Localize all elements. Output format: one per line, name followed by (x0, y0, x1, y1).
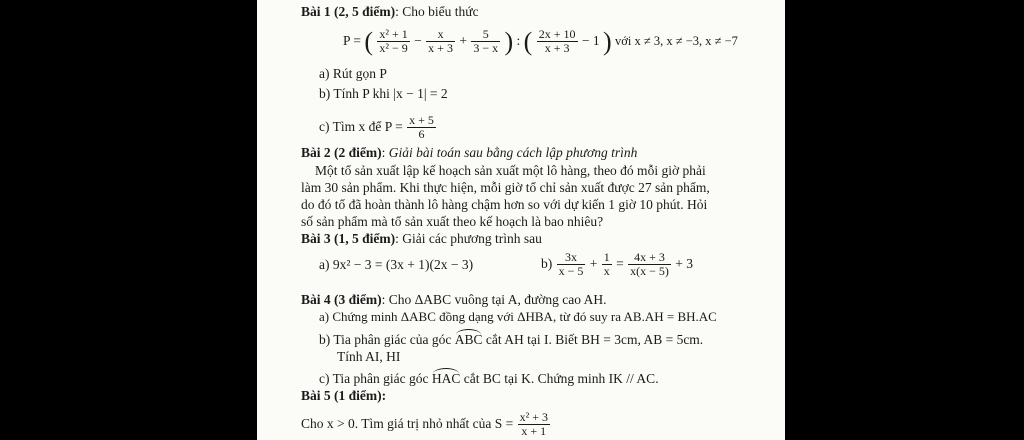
bai3-b-plus: + (589, 256, 598, 271)
bai1-a: a) Rút gọn P (319, 66, 387, 81)
bai3-b-equals: = (616, 256, 624, 271)
fraction-2 (426, 28, 455, 55)
bai3-b-f1-den: x − 5 (558, 264, 584, 279)
bai5-text: Cho x > 0. Tìm giá trị nhỏ nhất của S = (301, 416, 514, 431)
divide-sign: : (516, 33, 521, 48)
bai5-colon: : (381, 388, 387, 403)
bai1-c-denominator: 6 (418, 127, 425, 142)
bai1-intro: : Cho biểu thức (395, 4, 479, 19)
bai2-line-4: số sản phẩm mà tổ sản xuất theo kế hoạch là bao nhiêu? (301, 214, 604, 229)
fraction-2-numerator: x (426, 28, 455, 42)
bai2-line-2: làm 30 sản phẩm. Khi thực hiện, mỗi giờ tổ chỉ sản xuất được 27 sản phẩm, (301, 180, 710, 195)
bai5-body (301, 408, 551, 440)
bai4-c-prefix: c) Tia phân giác góc (319, 371, 429, 386)
fraction-4-numerator: 2x + 10 (538, 27, 576, 42)
bai1-c (319, 112, 437, 142)
angle-hac: HAC (431, 371, 461, 386)
bai1-expression (343, 24, 738, 58)
bai4-heading (301, 292, 607, 308)
fraction-1-denominator: x² − 9 (379, 41, 408, 56)
bai3-intro: : Giải các phương trình sau (395, 231, 542, 246)
bai2-subtitle: Giải bài toán sau bằng cách lập phương trình (388, 145, 638, 160)
bai1-title: Bài 1 (2, 5 điểm) (301, 4, 396, 19)
fraction-1-numerator: x² + 1 (379, 27, 408, 42)
bai4-a: a) Chứng minh ΔABC đồng dạng với ΔHBA, từ đó suy ra AB.AH = BH.AC (319, 309, 717, 324)
fraction-3-denominator: 3 − x (473, 41, 499, 56)
bai3-b-f1-num: 3x (557, 251, 586, 265)
fraction-3 (471, 28, 500, 55)
bai1-c-fraction (407, 114, 436, 141)
bai4-b-prefix: b) Tia phân giác của góc (319, 332, 452, 347)
bai5-heading (301, 388, 386, 404)
fraction-4-denominator: x + 3 (544, 41, 570, 56)
bai3-b-fraction-3 (628, 251, 671, 278)
bai1-heading (301, 4, 479, 20)
bai1-c-prefix: c) Tìm x để P = (319, 119, 403, 134)
bai3-b-f2-den: x (603, 264, 610, 279)
bai3-b-f3-num: 4x + 3 (628, 251, 671, 265)
bai2-title: Bài 2 (2 điểm) (301, 145, 382, 160)
bai3-b-f3-den: x(x − 5) (630, 264, 669, 279)
bai4-b (319, 332, 703, 348)
bai3-heading (301, 231, 542, 247)
fraction-1 (377, 28, 409, 55)
angle-abc: ABC (454, 332, 483, 347)
minus-one: − 1 (581, 33, 600, 48)
fraction-2-denominator: x + 3 (428, 41, 453, 56)
fraction-4 (537, 28, 578, 55)
bai4-b2: Tính AI, HI (337, 349, 401, 364)
right-paren: ) (504, 26, 514, 56)
bai4-title: Bài 4 (3 điểm) (301, 292, 382, 307)
bai3-b-f2-num: 1 (603, 250, 610, 265)
bai4-c (319, 371, 659, 387)
plus-sign: + (459, 33, 467, 48)
exam-paper (257, 0, 785, 440)
bai2-heading: Bài 2 (2 điểm): Giải bài toán sau bằng cách lập phương trình (301, 145, 638, 160)
bai5-fraction (518, 411, 550, 438)
bai3-b-tail: + 3 (675, 256, 694, 271)
bai3-title: Bài 3 (1, 5 điểm) (301, 231, 396, 246)
bai5-numerator: x² + 3 (519, 410, 548, 425)
bai1-condition: với x ≠ 3, x ≠ −3, x ≠ −7 (615, 34, 738, 48)
left-paren: ( (364, 26, 374, 56)
bai4-c-suffix: cắt BC tại K. Chứng minh IK // AC. (463, 371, 659, 386)
right-paren-2: ) (603, 26, 612, 56)
minus-sign: − (414, 33, 422, 48)
bai3-a: a) 9x² − 3 = (3x + 1)(2x − 3) (319, 257, 474, 272)
bai3-b-fraction-1 (557, 251, 586, 278)
bai2-line-3: do đó tổ đã hoàn thành lô hàng chậm hơn so với dự kiến 1 giờ 10 phút. Hỏi (301, 197, 708, 212)
bai3-b-prefix: b) (541, 256, 553, 271)
p-label: P = (343, 33, 361, 48)
bai1-c-numerator: x + 5 (409, 113, 434, 128)
fraction-3-numerator: 5 (471, 28, 500, 42)
bai5-title: Bài 5 (1 điểm) (301, 388, 382, 403)
bai5-denominator: x + 1 (521, 424, 547, 439)
bai4-b-suffix: cắt AH tại I. Biết BH = 3cm, AB = 5cm. (485, 332, 704, 347)
bai3-b (541, 247, 693, 281)
bai3-b-fraction-2 (602, 251, 612, 278)
left-paren-2: ( (523, 26, 533, 56)
bai4-intro: : Cho ΔABC vuông tại A, đường cao AH. (381, 292, 607, 307)
bai2-line-1: Một tổ sản xuất lập kế hoạch sản xuất một lô hàng, theo đó mỗi giờ phải (315, 163, 706, 178)
bai1-b: b) Tính P khi |x − 1| = 2 (319, 86, 448, 101)
